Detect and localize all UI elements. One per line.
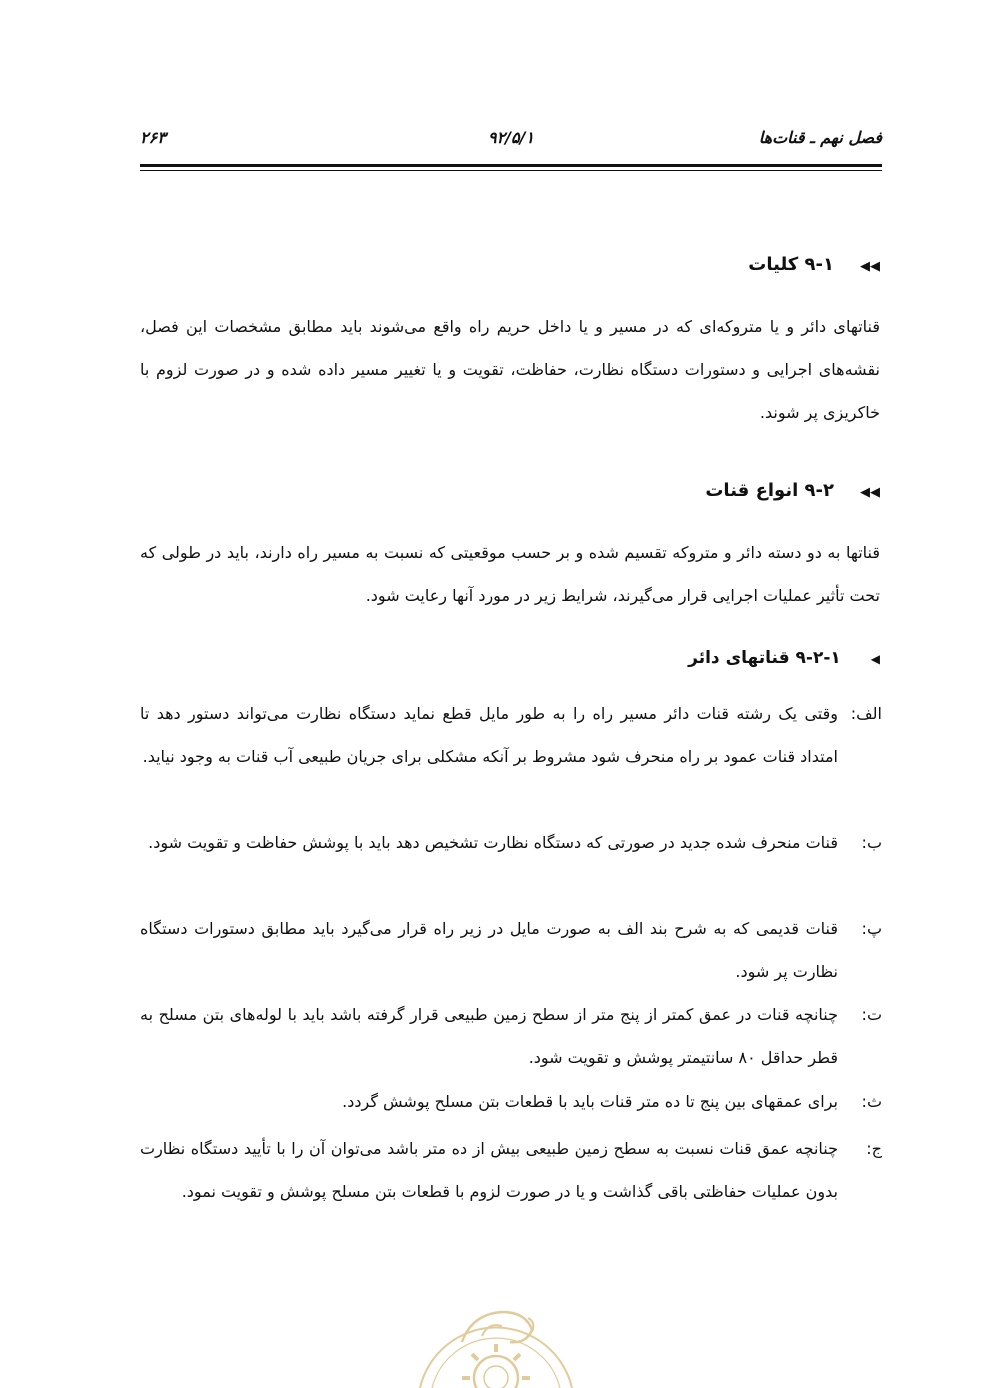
page-number: ۲۶۳ [140,128,166,147]
item-label: ث: [861,1092,882,1111]
subsection-heading [688,648,880,668]
item-label: پ: [861,919,882,938]
section-heading [705,480,880,501]
item-label: ب: [861,833,882,852]
list-item [140,993,882,1079]
subsection-title: ۹-۲-۱ قناتهای دائر [688,648,841,668]
list-item [140,907,882,993]
section-heading [748,254,880,275]
item-text: برای عمقهای بین پنج تا ده متر قنات باید با قطعات بتن مسلح پوشش گردد. [342,1092,838,1111]
section-title: ۹-۱ کلیات [748,254,834,275]
arrow-icon: ◀ [870,652,880,666]
header-rule-thick [140,164,882,167]
header-rule-thin [140,170,882,171]
item-label: الف: [850,704,882,723]
item-text: چنانچه عمق قنات نسبت به سطح زمین طبیعی بیش از ده متر باشد می‌توان آن را با تأیید دستگاه نظارت بدون عملیات حفاظتی باقی گذاشت و یا در صورت لزوم با قطعات بتن مسلح پوشش و تقویت نمود. [140,1139,838,1201]
double-arrow-icon: ◀◀ [860,259,880,274]
item-text: چنانچه قنات در عمق کمتر از پنج متر از سطح زمین طبیعی قرار گرفته باشد باید با لوله‌های بتن مسلح به قطر حداقل ۸۰ سانتیمتر پوشش و تقویت شود. [140,1005,838,1067]
double-arrow-icon: ◀◀ [860,485,880,500]
section-title: ۹-۲ انواع قنات [705,480,834,501]
list-item [140,1080,882,1123]
list-item [140,692,882,778]
section-paragraph: قناتها به دو دسته دائر و متروکه تقسیم شده و بر حسب موقعیتی که نسبت به مسیر راه دارند، باید در طولی که تحت تأثیر عملیات اجرایی قرار می‌گیرند، شرایط زیر در مورد آنها رعایت شود. [140,543,880,605]
list-item [140,1127,882,1213]
watermark-seal [398,1282,594,1388]
item-text: قنات قدیمی که به شرح بند الف به صورت مایل در زیر راه قرار می‌گیرد باید مطابق دستورات دستگاه نظارت پر شود. [140,919,838,981]
chapter-title: فصل نهم ـ قنات‌ها [758,128,882,147]
header-date: ۹۲/۵/۱ [487,128,535,147]
list-item [140,821,882,864]
item-label: ت: [861,1005,882,1024]
item-text: وقتی یک رشته قنات دائر مسیر راه را به طور مایل قطع نماید دستگاه نظارت می‌تواند دستور دهد تا امتداد قنات عمود بر راه منحرف شود مشروط بر آنکه مشکلی برای جریان طبیعی آب قنات به وجود نیاید. [140,704,838,766]
item-text: قنات منحرف شده جدید در صورتی که دستگاه نظارت تشخیص دهد باید با پوشش حفاظت و تقویت شود. [148,833,838,852]
item-label: ج: [866,1139,882,1158]
page-header [140,128,882,158]
section-paragraph: قناتهای دائر و یا متروکه‌ای که در مسیر و یا داخل حریم راه واقع می‌شوند باید مطابق مشخصات این فصل، نقشه‌های اجرایی و دستورات دستگاه نظارت، حفاظت، تقویت و یا تغییر مسیر داده شده و در صورت لزوم با خاکریزی پر شوند. [140,317,880,422]
